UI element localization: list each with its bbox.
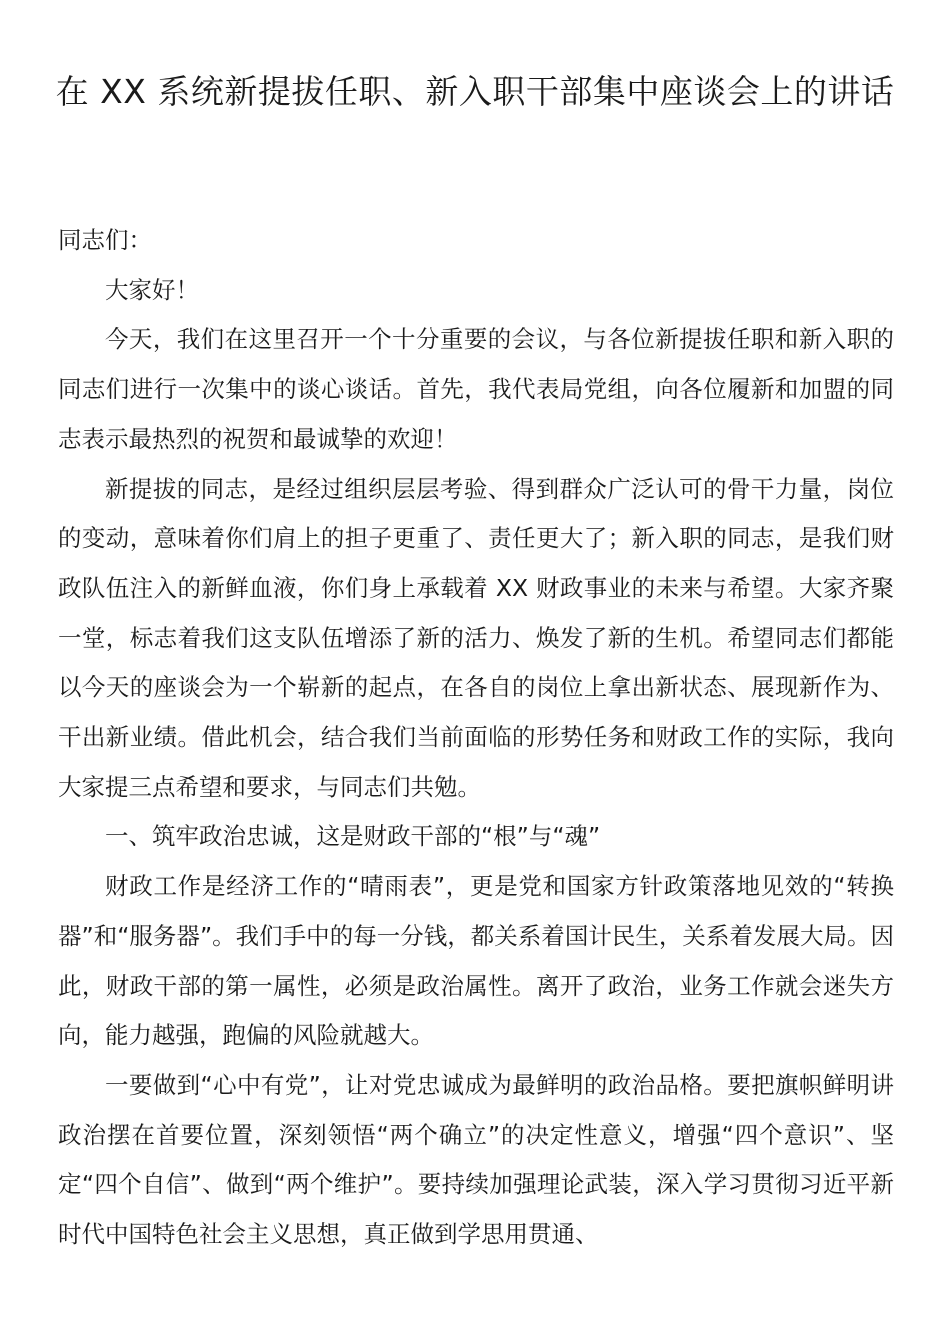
greeting: 大家好！	[105, 275, 199, 304]
salutation: 同志们：	[58, 226, 152, 254]
document-title: 在 XX 系统新提拔任职、新入职干部集中座谈会上的讲话	[55, 72, 895, 111]
paragraph-section-point-one: 一要做到“心中有党”，让对党忠诚成为最鲜明的政治品格。要把旗帜鲜明讲政治摆在首要位置，深刻领悟“两个确立”的决定性意义，增强“四个意识”、坚定“四个自信”、做到“两个维护”。要持续加强理论武装，深入学习贯彻习近平新时代中国特色社会主义思想，真正做到学思用贯通、	[58, 1070, 894, 1249]
document-body	[58, 216, 894, 1260]
paragraph-opening: 今天，我们在这里召开一个十分重要的会议，与各位新提拔任职和新入职的同志们进行一次集中的谈心谈话。首先，我代表局党组，向各位履新和加盟的同志表示最热烈的祝贺和最诚挚的欢迎！	[58, 325, 894, 453]
section-heading: 一、筑牢政治忠诚，这是财政干部的“根”与“魂”	[105, 822, 601, 851]
paragraph-welcome: 新提拔的同志，是经过组织层层考验、得到群众广泛认可的骨干力量，岗位的变动，意味着你们肩上的担子更重了、责任更大了；新入职的同志，是我们财政队伍注入的新鲜血液，你们身上承载着 XX 财政事业的未来与希望。大家齐聚一堂，标志着我们这支队伍增添了新的活力、焕发了新的生机。希望同志们都能以今天的座谈会为一个崭新的起点，在各自的岗位上拿出新状态、展现新作为、干出新业绩。借此机会，结合我们当前面临的形势任务和财政工作的实际，我向大家提三点希望和要求，与同志们共勉。	[58, 474, 894, 801]
paragraph-section-intro: 财政工作是经济工作的“晴雨表”，更是党和国家方针政策落地见效的“转换器”和“服务器”。我们手中的每一分钱，都关系着国计民生，关系着发展大局。因此，财政干部的第一属性，必须是政治属性。离开了政治，业务工作就会迷失方向，能力越强，跑偏的风险就越大。	[58, 872, 894, 1050]
